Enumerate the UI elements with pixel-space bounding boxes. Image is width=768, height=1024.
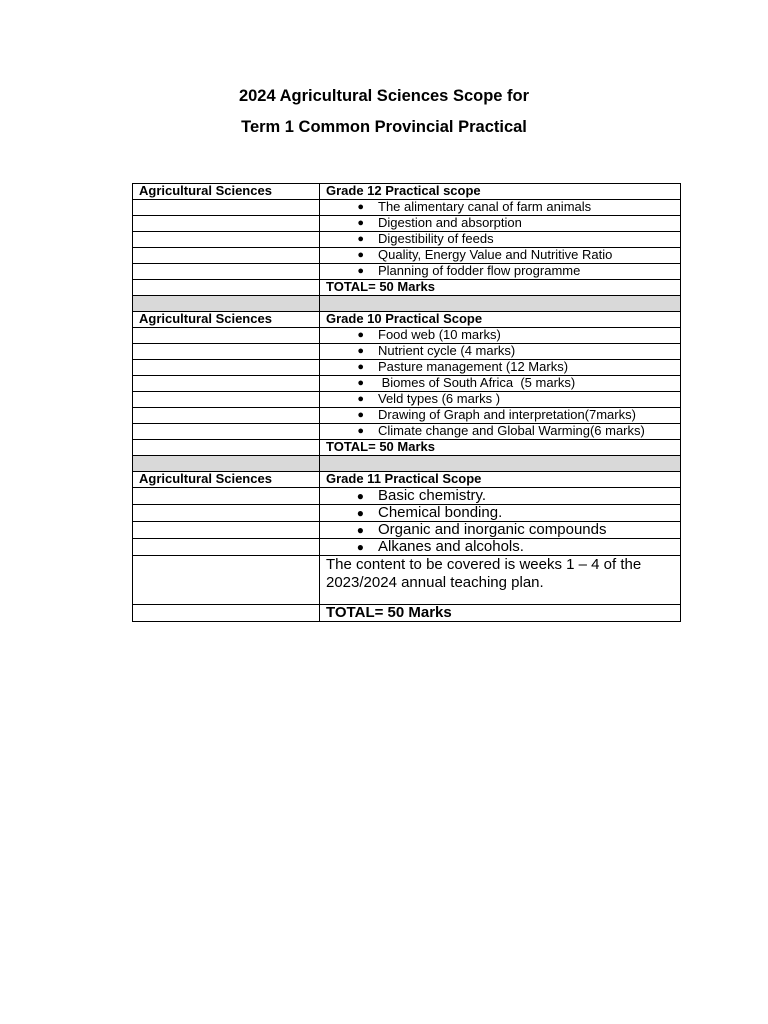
subject-cell: Agricultural Sciences [133, 472, 320, 488]
document-title-line-2: Term 1 Common Provincial Practical [241, 118, 527, 136]
grade-10-heading: Grade 10 Practical Scope [320, 312, 681, 328]
scope-item: Biomes of South Africa (5 marks) [378, 375, 576, 390]
scope-item: Drawing of Graph and interpretation(7marks) [378, 407, 636, 422]
bullet-icon: ● [357, 425, 364, 437]
scope-item-row [133, 505, 681, 522]
bullet-icon: ● [357, 265, 364, 277]
bullet-icon: ● [357, 345, 364, 357]
scope-item-row [133, 344, 681, 360]
subject-cell: Agricultural Sciences [133, 184, 320, 200]
bullet-icon: ● [357, 377, 364, 389]
scope-item-row [133, 376, 681, 392]
bullet-icon: ● [357, 409, 364, 421]
scope-item-row [133, 408, 681, 424]
scope-item-row [133, 264, 681, 280]
total-row [133, 280, 681, 296]
scope-item-row [133, 200, 681, 216]
scope-item: Basic chemistry. [378, 487, 487, 504]
scope-item-row [133, 539, 681, 556]
scope-item: Pasture management (12 Marks) [378, 359, 569, 374]
scope-item-row [133, 232, 681, 248]
total-marks: TOTAL= 50 Marks [320, 605, 681, 622]
practical-scope-table [132, 183, 681, 622]
document-title-line-1: 2024 Agricultural Sciences Scope for [238, 87, 530, 105]
total-marks: TOTAL= 50 Marks [320, 440, 681, 456]
bullet-icon: ● [357, 233, 364, 245]
scope-item: Digestion and absorption [378, 215, 522, 230]
scope-item-row [133, 522, 681, 539]
total-marks: TOTAL= 50 Marks [320, 280, 681, 296]
scope-item-row [133, 328, 681, 344]
bullet-icon: ● [357, 361, 364, 373]
bullet-icon: ● [356, 506, 364, 520]
scope-item: Veld types (6 marks ) [378, 391, 501, 406]
bullet-icon: ● [356, 489, 364, 503]
scope-item: Food web (10 marks) [378, 327, 501, 342]
bullet-icon: ● [357, 249, 364, 261]
bullet-icon: ● [356, 523, 364, 537]
scope-item: Chemical bonding. [378, 504, 503, 521]
scope-item: Quality, Energy Value and Nutritive Ratio [378, 247, 613, 262]
scope-item-row [133, 488, 681, 505]
grade-11-heading: Grade 11 Practical Scope [320, 472, 681, 488]
total-row [133, 440, 681, 456]
subject-cell: Agricultural Sciences [133, 312, 320, 328]
scope-item: Organic and inorganic compounds [378, 521, 607, 538]
section-header-row [133, 184, 681, 200]
scope-item: Nutrient cycle (4 marks) [378, 343, 516, 358]
bullet-icon: ● [357, 217, 364, 229]
scope-item-row [133, 424, 681, 440]
bullet-icon: ● [357, 201, 364, 213]
grade-12-heading: Grade 12 Practical scope [320, 184, 681, 200]
bullet-icon: ● [357, 393, 364, 405]
scope-item: Climate change and Global Warming(6 marks) [378, 423, 645, 438]
scope-item: The alimentary canal of farm animals [378, 199, 592, 214]
content-note-row [133, 556, 681, 605]
separator-row [133, 456, 681, 472]
scope-item-row [133, 360, 681, 376]
content-note: The content to be covered is weeks 1 – 4 of the 2023/2024 annual teaching plan. [320, 556, 681, 605]
scope-item-row [133, 248, 681, 264]
scope-item-row [133, 216, 681, 232]
section-header-row [133, 472, 681, 488]
scope-item-row [133, 392, 681, 408]
total-row [133, 605, 681, 622]
scope-item: Digestibility of feeds [378, 231, 494, 246]
separator-row [133, 296, 681, 312]
section-header-row [133, 312, 681, 328]
scope-item: Alkanes and alcohols. [378, 538, 524, 555]
bullet-icon: ● [356, 540, 364, 554]
scope-item: Planning of fodder flow programme [378, 263, 581, 278]
bullet-icon: ● [357, 329, 364, 341]
